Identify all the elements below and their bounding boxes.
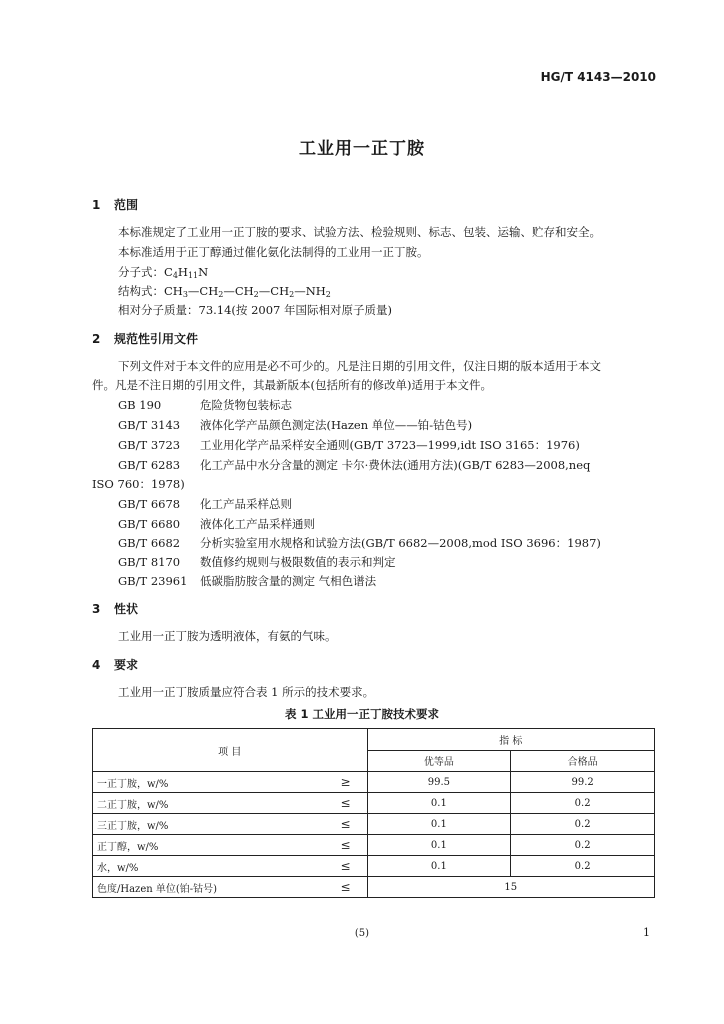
table-row [93, 814, 655, 835]
page-number: 1 [643, 926, 650, 939]
references-intro-line-2: 件。凡是不注日期的引用文件，其最新版本(包括所有的修改单)适用于本文件。 [92, 378, 492, 392]
reference-item: GB/T 6680 液体化工产品采样通则 [118, 517, 315, 531]
section-title: 要求 [114, 658, 139, 672]
section-4-heading [92, 656, 138, 673]
section-number: 4 [92, 658, 101, 672]
table-caption: 表 1 工业用一正丁胺技术要求 [284, 707, 439, 721]
section-number: 2 [92, 332, 101, 346]
section-number: 3 [92, 602, 101, 616]
section-number: 1 [92, 198, 101, 212]
requirements-paragraph: 工业用一正丁胺质量应符合表 1 所示的技术要求。 [118, 685, 375, 699]
row-value-premium: 0.1 [367, 814, 511, 835]
reference-item: GB/T 3723 工业用化学产品采样安全通则(GB/T 3723—1999,idt ISO 3165：1976) [118, 438, 580, 452]
table-row [93, 835, 655, 856]
reference-item: GB/T 23961 低碳脂肪胺含量的测定 气相色谱法 [118, 574, 377, 588]
scope-paragraph-2: 本标准适用于正丁醇通过催化氨化法制得的工业用一正丁胺。 [118, 245, 429, 259]
table-header-row [93, 729, 655, 751]
section-title: 性状 [114, 602, 139, 616]
row-item: 水，w/% ≤ [93, 856, 368, 877]
reference-item: GB/T 6678 化工产品采样总则 [118, 497, 292, 511]
reference-item: GB/T 8170 数值修约规则与极限数值的表示和判定 [118, 555, 396, 569]
properties-paragraph: 工业用一正丁胺为透明液体，有氨的气味。 [118, 629, 337, 643]
table-row [93, 856, 655, 877]
row-value-merged: 15 [367, 877, 655, 898]
row-value-qualified: 0.2 [511, 835, 655, 856]
row-value-qualified: 0.2 [511, 856, 655, 877]
section-title: 范围 [114, 198, 139, 212]
scope-paragraph-1: 本标准规定了工业用一正丁胺的要求、试验方法、检验规则、标志、包装、运输、贮存和安全。 [118, 225, 601, 239]
row-value-qualified: 0.2 [511, 793, 655, 814]
section-3-heading [92, 600, 138, 617]
page-footer-center: (5) [354, 928, 370, 939]
section-1-heading [92, 196, 138, 213]
document-title: 工业用一正丁胺 [299, 139, 425, 159]
header-item: 项 目 [93, 729, 368, 772]
row-value-qualified: 0.2 [511, 814, 655, 835]
reference-item: GB/T 3143 液体化学产品颜色测定法(Hazen 单位——铂-钴色号) [118, 418, 473, 432]
reference-item: GB 190 危险货物包装标志 [118, 398, 292, 412]
row-item: 三正丁胺，w/% ≤ [93, 814, 368, 835]
reference-item-continuation: ISO 760：1978) [92, 477, 185, 491]
header-index: 指 标 [367, 729, 655, 751]
table-row [93, 793, 655, 814]
structural-formula: 结构式：$CH_3—CH_2—CH_2—CH_2—NH_2$ [118, 284, 331, 299]
molecular-formula: 分子式：$C_4H_{11}N$ [118, 265, 209, 280]
row-value-premium: 0.1 [367, 793, 511, 814]
reference-item: GB/T 6283 化工产品中水分含量的测定 卡尔·费休法(通用方法)(GB/T 6283—2008,neq [118, 458, 591, 472]
table-row [93, 772, 655, 793]
row-item: 一正丁胺，w/% ≥ [93, 772, 368, 793]
row-value-qualified: 99.2 [511, 772, 655, 793]
header-grade-qualified: 合格品 [511, 750, 655, 772]
row-value-premium: 99.5 [367, 772, 511, 793]
section-2-heading [92, 330, 198, 347]
requirements-table [92, 728, 655, 898]
references-intro-line-1: 下列文件对于本文件的应用是必不可少的。凡是注日期的引用文件，仅注日期的版本适用于本文 [118, 359, 601, 373]
row-value-premium: 0.1 [367, 856, 511, 877]
header-grade-premium: 优等品 [367, 750, 511, 772]
molecular-mass: 相对分子质量：73.14(按 2007 年国际相对原子质量) [118, 303, 392, 317]
section-title: 规范性引用文件 [114, 332, 199, 346]
reference-item: GB/T 6682 分析实验室用水规格和试验方法(GB/T 6682—2008,mod ISO 3696：1987) [118, 536, 601, 550]
row-item: 正丁醇，w/% ≤ [93, 835, 368, 856]
row-item: 色度/Hazen 单位(铂-钴号) ≤ [93, 877, 368, 898]
row-item: 二正丁胺，w/% ≤ [93, 793, 368, 814]
standard-code: HG/T 4143—2010 [540, 70, 656, 84]
row-value-premium: 0.1 [367, 835, 511, 856]
table-row [93, 877, 655, 898]
